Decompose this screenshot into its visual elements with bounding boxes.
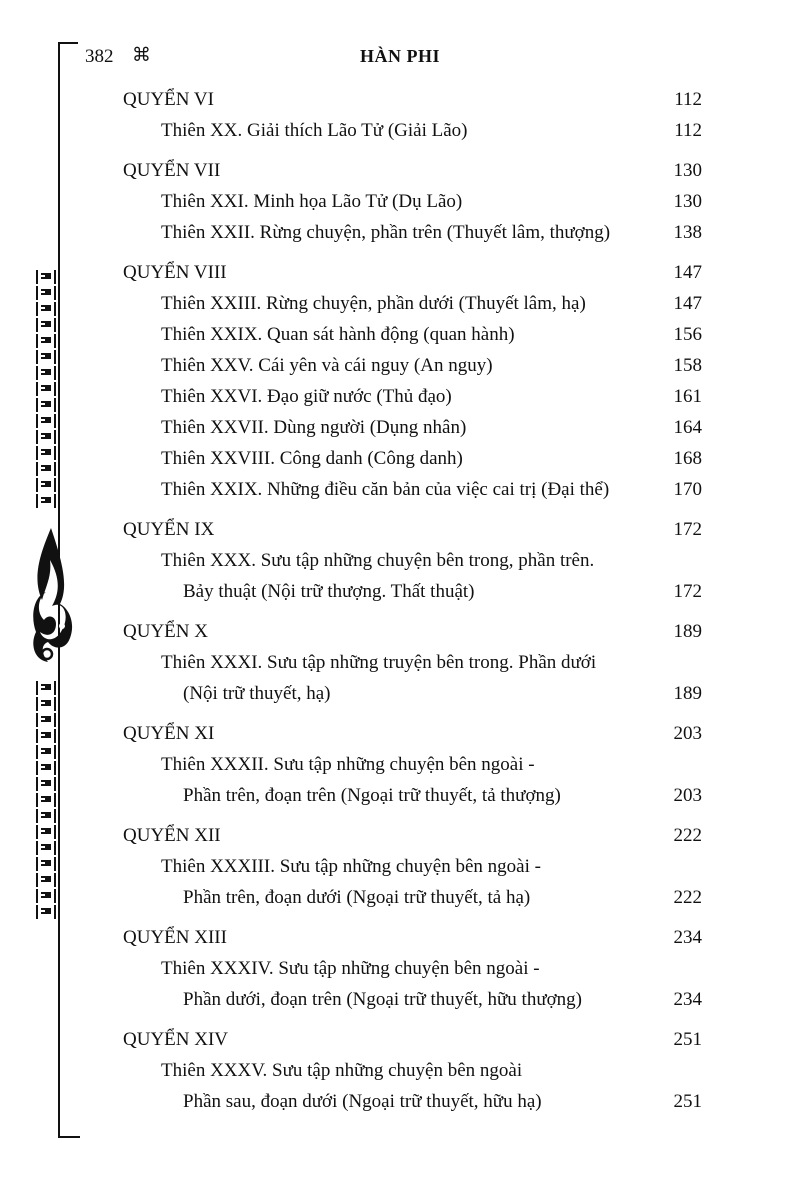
toc-chapter-row [0, 545, 800, 576]
toc-chapter-row [0, 851, 800, 882]
volume-page-number: 234 [673, 927, 702, 948]
toc-volume-row [0, 1024, 800, 1055]
chapter-title: Thiên XXXI. Sưu tập những truyện bên trong. Phần dưới [161, 652, 597, 673]
chapter-title: Phần dưới, đoạn trên (Ngoại trữ thuyết, hữu thượng) [183, 989, 582, 1010]
chapter-title: Thiên XXVIII. Công danh (Công danh) [161, 448, 463, 469]
toc-chapter-row [0, 381, 800, 412]
chapter-title: Thiên XXII. Rừng chuyện, phần trên (Thuyết lâm, thượng) [161, 222, 611, 243]
chapter-title: Thiên XXIII. Rừng chuyện, phần dưới (Thuyết lâm, hạ) [161, 293, 586, 314]
volume-page-number: 203 [673, 723, 702, 744]
volume-page-number: 189 [673, 621, 702, 642]
chapter-title: Thiên XXV. Cái yên và cái nguy (An nguy) [161, 355, 493, 376]
chapter-title: Thiên XXXIV. Sưu tập những chuyện bên ngoài - [161, 958, 540, 979]
chapter-page-number: 251 [673, 1091, 702, 1112]
chapter-title: Bảy thuật (Nội trữ thượng. Thất thuật) [183, 581, 475, 602]
chapter-title: Thiên XXXII. Sưu tập những chuyện bên ngoài - [161, 754, 535, 775]
chapter-page-number: 234 [673, 989, 702, 1010]
volume-title: QUYỂN VIII [123, 262, 227, 283]
toc-chapter-row [0, 647, 800, 678]
toc-chapter-row [0, 115, 800, 146]
chapter-page-number: 189 [673, 683, 702, 704]
volume-title: QUYỂN VI [123, 89, 214, 110]
volume-page-number: 172 [673, 519, 702, 540]
toc-chapter-row [0, 288, 800, 319]
chapter-title: Thiên XX. Giải thích Lão Tử (Giải Lão) [161, 120, 468, 141]
chapter-title: Phần sau, đoạn dưới (Ngoại trữ thuyết, hữu hạ) [183, 1091, 542, 1112]
page-header [0, 42, 800, 72]
volume-title: QUYỂN XIII [123, 927, 227, 948]
volume-page-number: 222 [673, 825, 702, 846]
volume-page-number: 251 [673, 1029, 702, 1050]
volume-title: QUYỂN X [123, 621, 208, 642]
toc-chapter-row [0, 1055, 800, 1086]
table-of-contents [0, 84, 800, 1117]
chapter-title: Thiên XXI. Minh họa Lão Tử (Dụ Lão) [161, 191, 463, 212]
chapter-page-number: 138 [673, 222, 702, 243]
running-title: HÀN PHI [360, 46, 440, 66]
chapter-page-number: 168 [673, 448, 702, 469]
toc-volume-row [0, 257, 800, 288]
toc-volume-row [0, 922, 800, 953]
chapter-title: Thiên XXVII. Dùng người (Dụng nhân) [161, 417, 467, 438]
chapter-page-number: 161 [673, 386, 702, 407]
volume-page-number: 112 [674, 89, 702, 110]
chapter-title: Phần trên, đoạn trên (Ngoại trữ thuyết, tả thượng) [183, 785, 561, 806]
toc-chapter-continuation [0, 882, 800, 913]
chapter-title: Thiên XXIX. Quan sát hành động (quan hành) [161, 324, 515, 345]
toc-chapter-row [0, 350, 800, 381]
chapter-page-number: 158 [673, 355, 702, 376]
toc-chapter-row [0, 749, 800, 780]
page-border-bottom [58, 1136, 80, 1138]
chapter-page-number: 147 [673, 293, 702, 314]
chapter-page-number: 156 [673, 324, 702, 345]
volume-title: QUYỂN XI [123, 723, 215, 744]
toc-chapter-continuation [0, 678, 800, 709]
toc-chapter-row [0, 474, 800, 505]
toc-chapter-continuation [0, 780, 800, 811]
command-symbol-icon: ⌘ [132, 44, 151, 66]
volume-page-number: 147 [673, 262, 702, 283]
toc-chapter-row [0, 217, 800, 248]
chapter-page-number: 164 [673, 417, 702, 438]
chapter-page-number: 112 [674, 120, 702, 141]
chapter-title: (Nội trữ thuyết, hạ) [183, 683, 331, 704]
chapter-title: Thiên XXXIII. Sưu tập những chuyện bên ngoài - [161, 856, 541, 877]
toc-volume-row [0, 84, 800, 115]
toc-volume-row [0, 820, 800, 851]
toc-chapter-row [0, 186, 800, 217]
chapter-page-number: 172 [673, 581, 702, 602]
page-number: 382 [85, 46, 114, 67]
chapter-page-number: 222 [673, 887, 702, 908]
toc-chapter-continuation [0, 576, 800, 607]
toc-chapter-row [0, 443, 800, 474]
toc-chapter-continuation [0, 1086, 800, 1117]
chapter-title: Thiên XXX. Sưu tập những chuyện bên trong, phần trên. [161, 550, 595, 571]
toc-volume-row [0, 155, 800, 186]
chapter-title: Phần trên, đoạn dưới (Ngoại trữ thuyết, tả hạ) [183, 887, 531, 908]
chapter-title: Thiên XXXV. Sưu tập những chuyện bên ngoài [161, 1060, 523, 1081]
volume-title: QUYỂN VII [123, 160, 221, 181]
chapter-page-number: 170 [673, 479, 702, 500]
chapter-title: Thiên XXIX. Những điều căn bản của việc cai trị (Đại thể) [161, 479, 610, 500]
toc-chapter-row [0, 412, 800, 443]
toc-chapter-row [0, 953, 800, 984]
volume-page-number: 130 [673, 160, 702, 181]
chapter-page-number: 130 [673, 191, 702, 212]
chapter-page-number: 203 [673, 785, 702, 806]
volume-title: QUYỂN IX [123, 519, 215, 540]
toc-chapter-row [0, 319, 800, 350]
toc-volume-row [0, 616, 800, 647]
volume-title: QUYỂN XIV [123, 1029, 229, 1050]
volume-title: QUYỂN XII [123, 825, 221, 846]
toc-volume-row [0, 514, 800, 545]
chapter-title: Thiên XXVI. Đạo giữ nước (Thủ đạo) [161, 386, 452, 407]
toc-volume-row [0, 718, 800, 749]
toc-chapter-continuation [0, 984, 800, 1015]
